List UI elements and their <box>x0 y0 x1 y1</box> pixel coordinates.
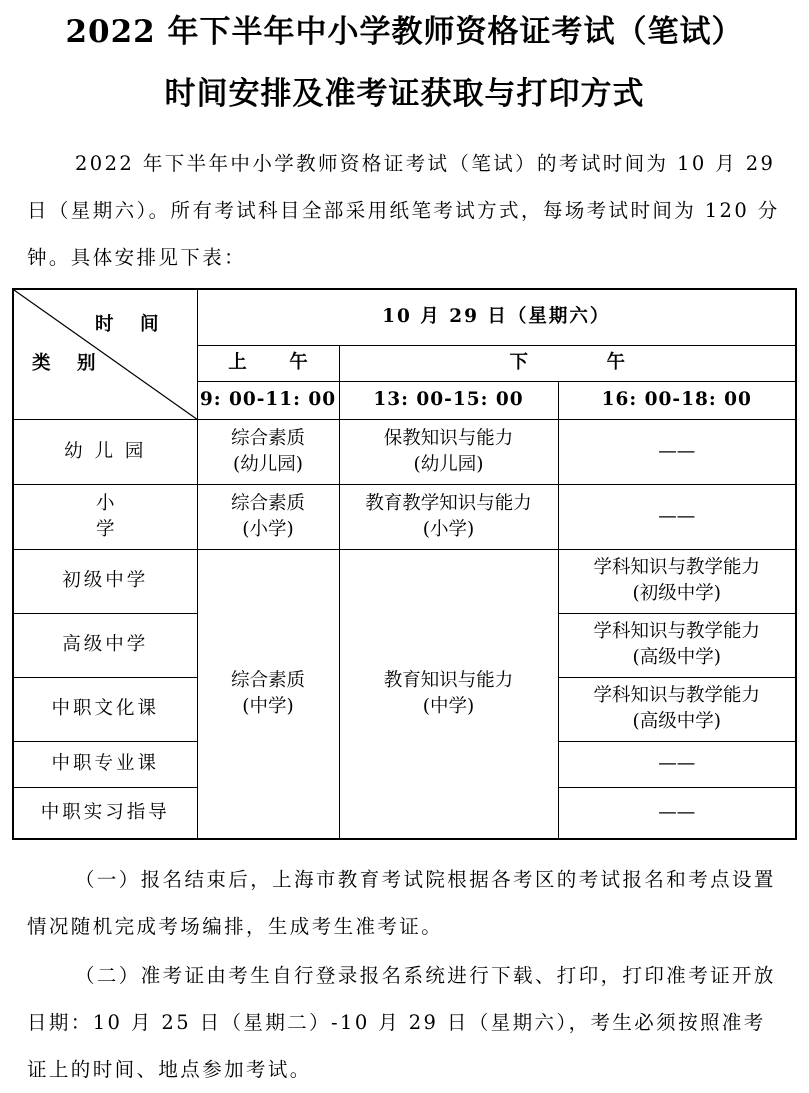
row-slot-2 <box>339 419 558 484</box>
page-title-line1: 2022 年下半年中小学教师资格证考试（笔试） <box>65 14 744 50</box>
subject-level: (小学) <box>242 518 294 540</box>
header-diagonal-cell <box>13 289 197 419</box>
header-date: 10 月 29 日（星期六） <box>197 289 796 345</box>
row-category: 中职实习指导 <box>13 787 197 839</box>
header-slot-2: 13: 00-15: 00 <box>339 381 558 419</box>
subject-name: 学科知识与教学能力 <box>593 621 761 642</box>
row-slot-3: —— <box>558 419 796 484</box>
middle-slot-2 <box>339 549 558 839</box>
header-time-label: 时 间 <box>95 314 169 335</box>
subject-name: 综合素质 <box>230 492 305 514</box>
page-title-line2: 时间安排及准考证获取与打印方式 <box>164 76 645 112</box>
subject-level: (幼儿园) <box>413 453 484 475</box>
row-slot-3 <box>558 613 796 677</box>
subject-level: (中学) <box>242 695 294 717</box>
row-category: 高级中学 <box>13 613 197 677</box>
table-row <box>13 419 796 484</box>
middle-slot-1 <box>197 549 339 839</box>
row-slot-2 <box>339 484 558 549</box>
row-slot-3: —— <box>558 484 796 549</box>
exam-schedule-table <box>12 288 797 840</box>
subject-name: 综合素质 <box>230 427 305 449</box>
paragraph-admission-arrangement: （一）报名结束后，上海市教育考试院根据各考区的考试报名和考点设置情况随机完成考场编排，生成考生准考证。 <box>27 868 776 938</box>
header-slot-1: 9: 00-11: 00 <box>197 381 339 419</box>
paragraph-admission-printing: （二）准考证由考生自行登录报名系统进行下载、打印，打印准考证开放日期：10 月 25 日（星期二）-10 月 29 日（星期六），考生必须按照准考证上的时间、地点参加考试。 <box>27 964 776 1081</box>
header-afternoon: 下 午 <box>339 345 796 381</box>
row-category: 中职专业课 <box>13 741 197 787</box>
subject-level: (高级中学) <box>632 711 721 732</box>
intro-paragraph: 2022 年下半年中小学教师资格证考试（笔试）的考试时间为 10 月 29 日（星期六）。所有考试科目全部采用纸笔考试方式，每场考试时间为 120 分钟。具体安排见下表： <box>27 152 780 269</box>
subject-level: (中学) <box>422 695 475 717</box>
subject-name: 学科知识与教学能力 <box>593 557 761 578</box>
subject-level: (高级中学) <box>632 647 721 668</box>
table-row <box>13 484 796 549</box>
subject-level: (小学) <box>422 518 475 540</box>
subject-name: 综合素质 <box>230 669 305 691</box>
row-category: 中职文化课 <box>13 677 197 741</box>
row-category: 小 学 <box>13 484 197 549</box>
subject-name: 教育知识与能力 <box>383 669 514 691</box>
row-slot-1 <box>197 419 339 484</box>
subject-level: (初级中学) <box>632 583 721 604</box>
subject-name: 教育教学知识与能力 <box>365 492 532 514</box>
table-row <box>13 549 796 613</box>
row-category: 幼 儿 园 <box>13 419 197 484</box>
header-category-label: 类 别 <box>32 352 106 374</box>
row-category: 初级中学 <box>13 549 197 613</box>
header-morning: 上 午 <box>197 345 339 381</box>
subject-name: 保教知识与能力 <box>383 427 514 449</box>
subject-level: (幼儿园) <box>233 453 303 475</box>
header-slot-3: 16: 00-18: 00 <box>558 381 796 419</box>
subject-name: 学科知识与教学能力 <box>593 685 761 706</box>
row-slot-3: —— <box>558 741 796 787</box>
row-slot-1 <box>197 484 339 549</box>
row-slot-3 <box>558 677 796 741</box>
row-slot-3 <box>558 549 796 613</box>
row-slot-3: —— <box>558 787 796 839</box>
